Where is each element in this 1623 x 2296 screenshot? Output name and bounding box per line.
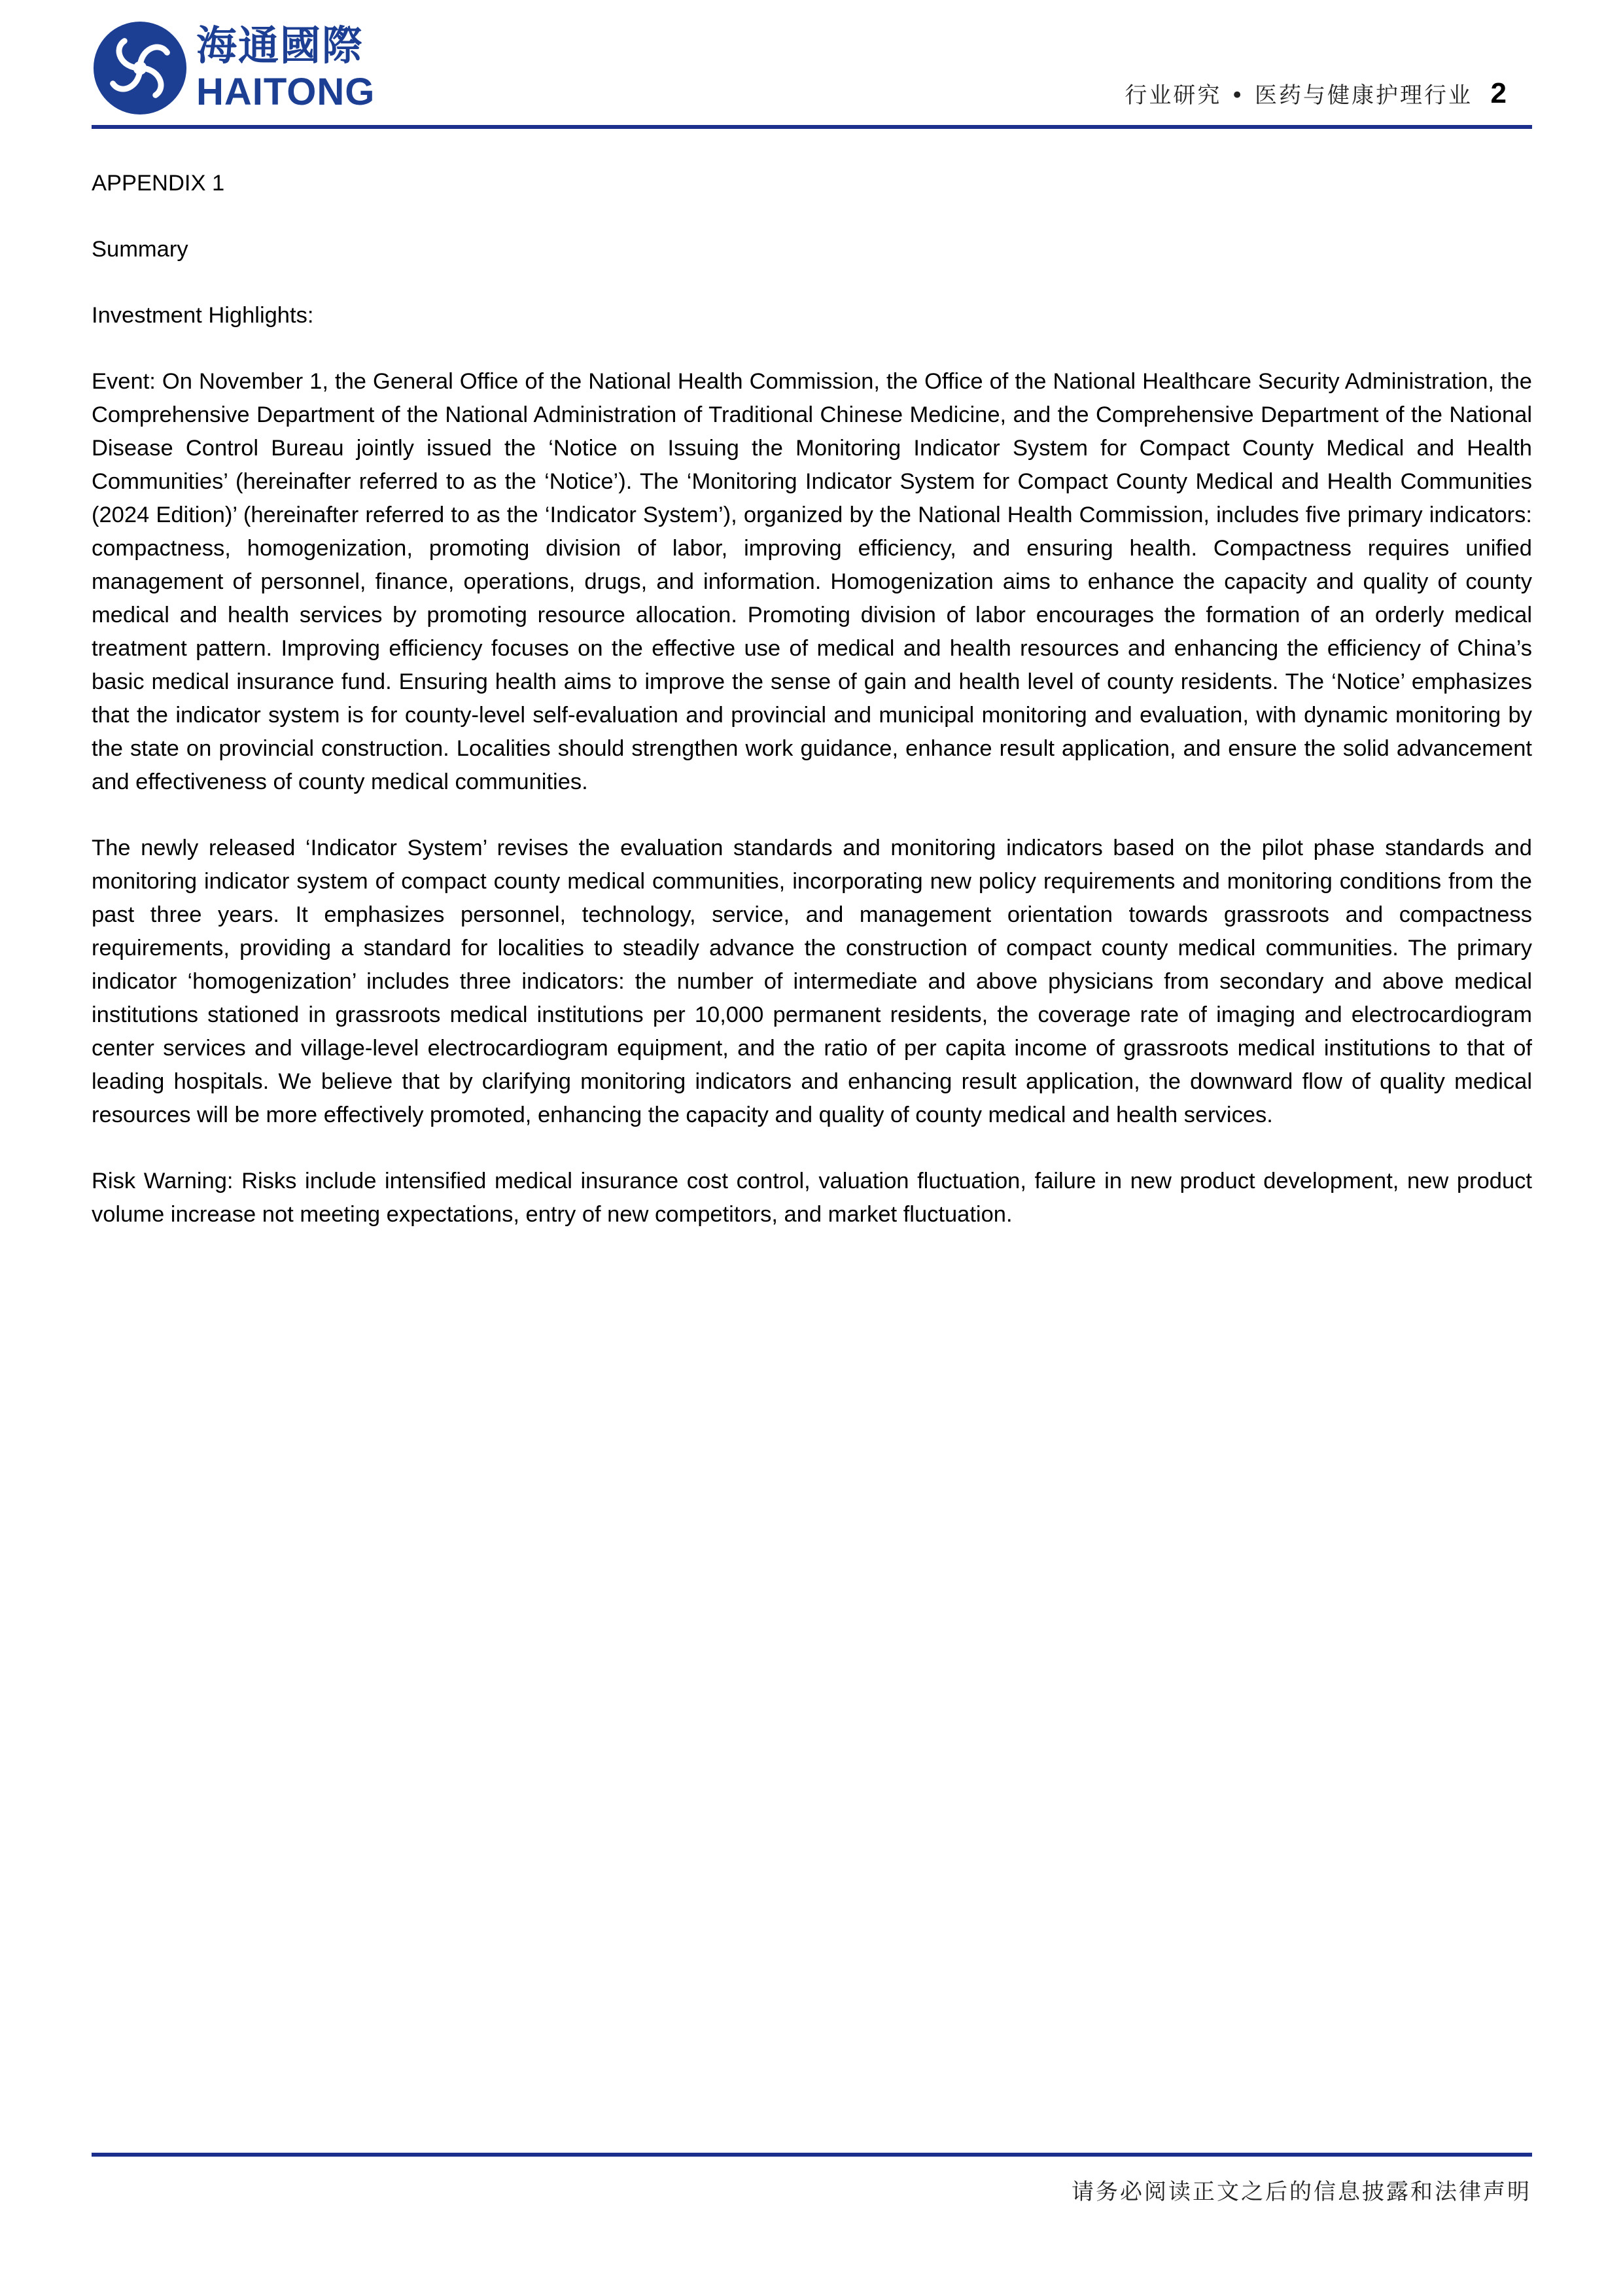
report-category-label: 行业研究 • 医药与健康护理行业: [1125, 82, 1473, 109]
appendix-heading: APPENDIX 1: [92, 171, 225, 196]
legal-disclaimer: 请务必阅读正文之后的信息披露和法律声明: [1072, 2179, 1531, 2205]
footer-rule: [92, 2153, 1532, 2157]
report-body: [92, 167, 1532, 1264]
paragraph-risk-warning: Risk Warning: Risks include intensified medical insurance cost control, valuation fluctuation, failure in new product development, new product volume increase not meeting expectations, entry of new competitors, and market fluctuation.: [92, 1169, 1532, 1227]
highlights-heading: Investment Highlights:: [92, 303, 314, 328]
paragraph-event: Event: On November 1, the General Office of the National Health Commission, the Office of the National Healthcare Security Administration, the Comprehensive Department of the National Administration of Traditional Chinese Medicine, and the Comprehensive Department of the National Disease Control Bureau jointly issued the ‘Notice on Issuing the Monitoring Indicator System for Compact County Medical and Health Communities’ (hereinafter referred to as the ‘Notice’). The ‘Monitoring Indicator System for Compact County Medical and Health Communities (2024 Edition)’ (hereinafter referred to as the ‘Indicator System’), organized by the National Health Commission, includes five primary indicators: compactness, homogenization, promoting division of labor, improving efficiency, and ensuring health. Compactness requires unified management of personnel, finance, operations, drugs, and information. Homogenization aims to enhance the capacity and quality of county medical and health services by promoting resource allocation. Promoting division of labor encourages the formation of an orderly medical treatment pattern. Improving efficiency focuses on the effective use of medical and health resources and enhancing the efficiency of China’s basic medical insurance fund. Ensuring health aims to improve the sense of gain and health level of county residents. The ‘Notice’ emphasizes that the indicator system is for county-level self-evaluation and provincial and municipal monitoring and evaluation, with dynamic monitoring by the state on provincial construction. Localities should strengthen work guidance, enhance result application, and ensure the solid advancement and effectiveness of county medical communities.: [92, 369, 1532, 794]
haitong-swirl-logo-icon: [92, 20, 188, 116]
logo-chinese-text: 海通國際: [196, 24, 364, 69]
header-rule: [92, 125, 1532, 129]
page-number: 2: [1490, 77, 1507, 109]
logo-english-text: HAITONG: [196, 71, 375, 113]
report-category: [1125, 77, 1528, 109]
haitong-logo: [92, 20, 375, 118]
paragraph-indicator-system: The newly released ‘Indicator System’ revises the evaluation standards and monitoring indicators based on the pilot phase standards and monitoring indicator system of compact county medical communities, incorporating new policy requirements and monitoring conditions from the past three years. It emphasizes personnel, technology, service, and management orientation towards grassroots and compactness requirements, providing a standard for localities to steadily advance the construction of compact county medical communities. The primary indicator ‘homogenization’ includes three indicators: the number of intermediate and above physicians from secondary and above medical institutions stationed in grassroots medical institutions per 10,000 permanent residents, the coverage rate of imaging and electrocardiogram center services and village-level electrocardiogram equipment, and the ratio of per capita income of grassroots medical institutions to that of leading hospitals. We believe that by clarifying monitoring indicators and enhancing result application, the downward flow of quality medical resources will be more effectively promoted, enhancing the capacity and quality of county medical and health services.: [92, 836, 1532, 1127]
summary-heading: Summary: [92, 237, 188, 262]
